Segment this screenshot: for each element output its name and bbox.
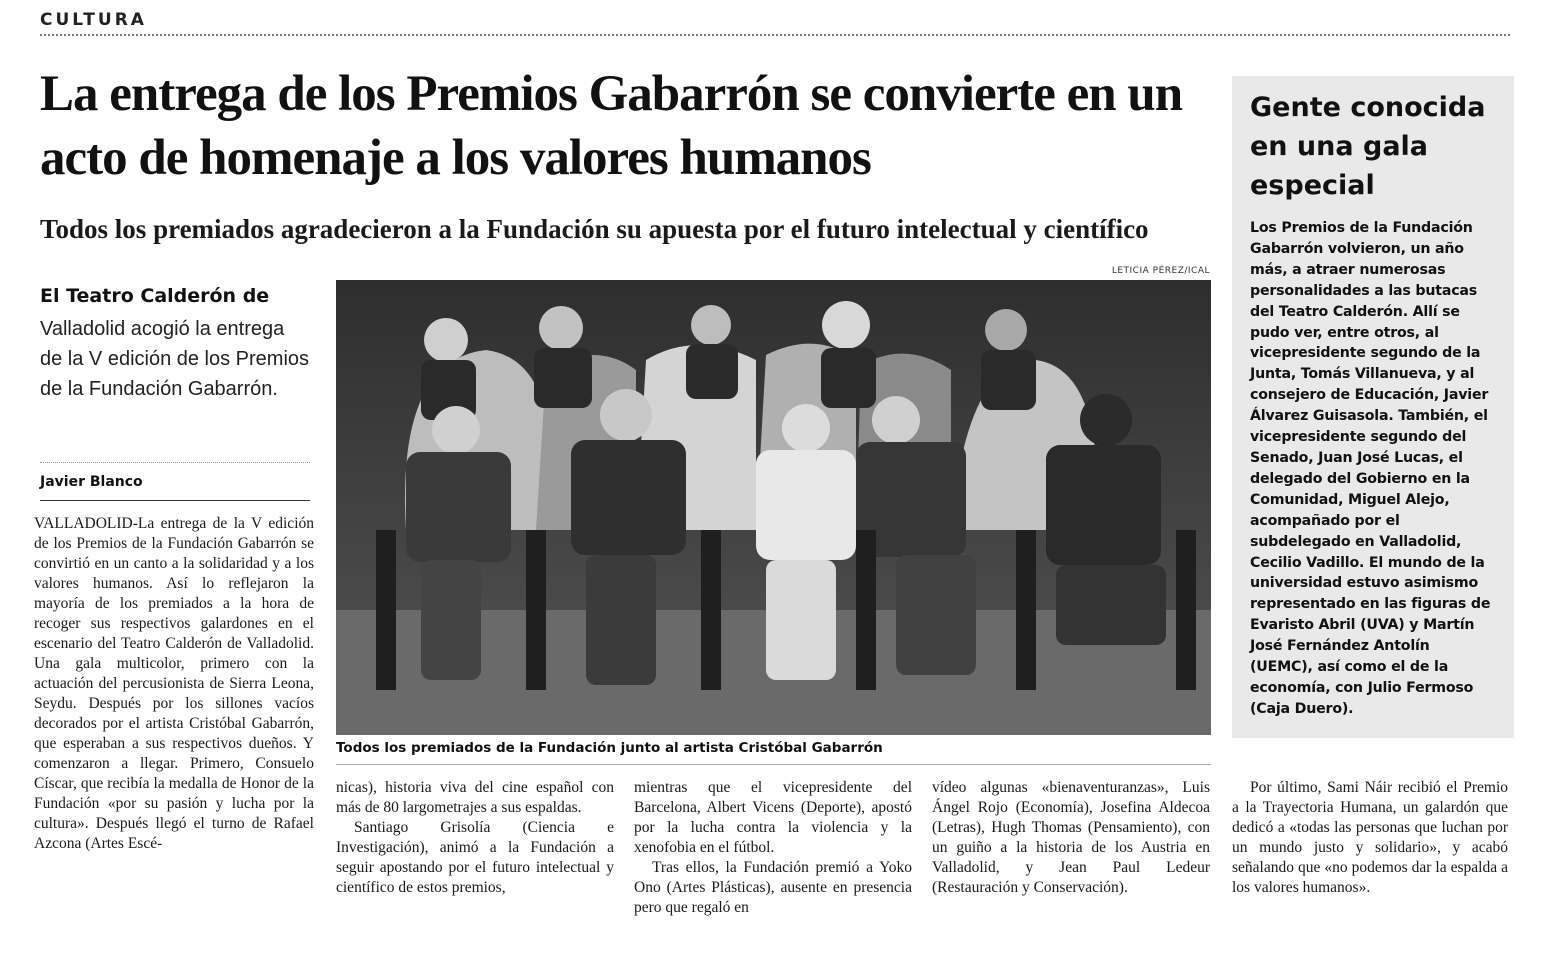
section-rule (40, 34, 1510, 36)
sidebar-body: Los Premios de la Fundación Gabarrón volvieron, un año más, a atraer numerosas personalidades a las butacas del Teatro Calderón. Allí se pudo ver, entre otros, al vicepresidente segundo de la Junta, Tomás Villanueva, y al consejero de Educación, Javier Álvarez Guisasola. También, el vicepresidente segundo del Senado, Juan José Lucas, el delegado del Gobierno en la Comunidad, Miguel Alejo, acompañado por el subdelegado en Valladolid, Cecilio Vadillo. El mundo de la universidad estuvo asimismo representado en las figuras de Evaristo Abril (UVA) y Martín José Fernández Antolín (UEMC), así como el de la economía, con Julio Fermoso (Caja Duero). (1250, 220, 1491, 717)
body-paragraph: Santiago Grisolía (Ciencia e Investigación), animó a la Fundación a seguir apostando por el futuro intelectual y científico de estos premios, (336, 819, 614, 896)
body-column-4 (932, 778, 1210, 898)
sidebar-box (1232, 76, 1514, 738)
body-paragraph: vídeo algunas «bienaventuranzas», Luis Ángel Rojo (Economía), Josefina Aldecoa (Letras), Hugh Thomas (Pensamiento), con un guiño a la historia de los Austria en Valladolid, y Jean Paul Ledeur (Restauración y Conservación). (932, 779, 1210, 896)
body-column-3 (634, 778, 912, 918)
byline-rule (40, 500, 310, 501)
photo (336, 280, 1211, 735)
body-paragraph: nicas), historia viva del cine español con más de 80 largometrajes a sus espaldas. (336, 779, 614, 816)
headline: La entrega de los Premios Gabarrón se convierte en un acto de homenaje a los valores humanos (40, 66, 1183, 186)
section-label: CULTURA (40, 10, 147, 30)
body-column-2 (336, 778, 614, 898)
body-column-5 (1232, 778, 1508, 898)
caption-rule (336, 764, 1211, 765)
photo-caption: Todos los premiados de la Fundación junto al artista Cristóbal Gabarrón (336, 740, 883, 756)
photo-credit: LETICIA PÉREZ/ICAL (1111, 266, 1210, 276)
body-column-1 (34, 514, 314, 854)
photo-illustration (336, 280, 1211, 735)
body-paragraph: VALLADOLID-La entrega de la V edición de los Premios de la Fundación Gabarrón se convirtió en un canto a la solidaridad y a los valores humanos. Así lo reflejaron la mayoría de los premiados a la hora de recoger sus respectivos galardones en el escenario del Teatro Calderón de Valladolid. Una gala multicolor, primero con la actuación del percusionista de Sierra Leona, Seydu. Después por los sillones vacíos decorados por el artista Cristóbal Gabarrón, que esperaban a sus respectivos dueños. Y comenzaron a llegar. Primero, Consuelo Císcar, que recibía la medalla de Honor de la Fundación «por su pasión y lucha por la cultura». Después llegó el turno de Rafael Azcona (Artes Escé- (34, 515, 314, 852)
byline: Javier Blanco (40, 474, 143, 490)
body-paragraph: Tras ellos, la Fundación premió a Yoko Ono (Artes Plásticas), ausente en presencia pero que regaló en (634, 859, 912, 916)
body-paragraph: mientras que el vicepresidente del Barcelona, Albert Vicens (Deporte), apostó por la lucha contra la violencia y la xenofobia en el fútbol. (634, 779, 912, 856)
lead-bold: El Teatro Calderón de (40, 285, 270, 307)
byline-top-rule (40, 462, 310, 463)
subhead: Todos los premiados agradecieron a la Fundación su apuesta por el futuro intelectual y científico (40, 214, 1149, 244)
body-paragraph: Por último, Sami Náir recibió el Premio a la Trayectoria Humana, un galardón que dedicó a «todas las personas que luchan por un mundo justo y solidario», y acabó señalando que «no podemos dar la espalda a los valores humanos». (1232, 779, 1508, 896)
lead-text: Valladolid acogió la entrega de la V edición de los Premios de la Fundación Gabarrón. (40, 318, 310, 400)
sidebar-title: Gente conocida en una gala especial (1250, 92, 1486, 201)
